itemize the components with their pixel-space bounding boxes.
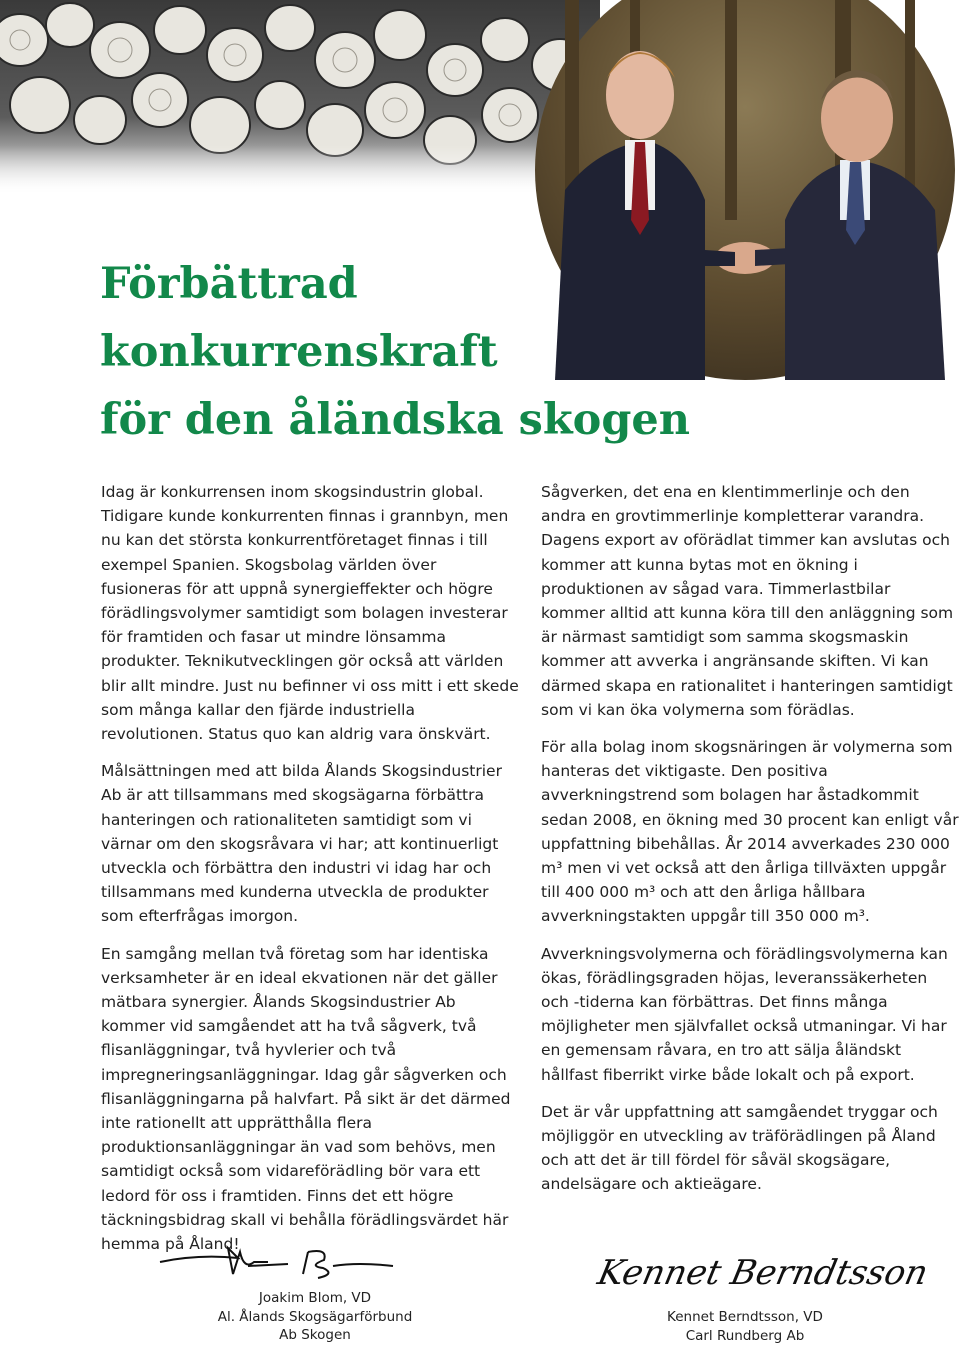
right-paragraph-2: För alla bolag inom skogsnäringen är volymerna som hanteras det viktigaste. Den positiva avverkningstrend som bolagen har åstadkommit sedan 2008, en ökning med 30 procent kan enligt vår uppfattning bibehållas. År 2014 avverkades 230 000 m³ men vi vet också att den årliga tillväxten uppgår till 400 000 m³ och att den årliga hållbara avverkningstakten uppgår till 350 000 m³.: [541, 735, 959, 929]
signer-left-org-1: Al. Ålands Skogsägarförbund: [190, 1308, 440, 1327]
log-pile-illustration: [0, 0, 600, 195]
title-line-2: konkurrenskraft: [100, 318, 690, 386]
log-pile-image: [0, 0, 600, 195]
page-title: [100, 250, 690, 454]
right-paragraph-3: Avverkningsvolymerna och förädlingsvolymerna kan ökas, förädlingsgraden höjas, leveranssäkerheten och -tiderna kan förbättras. Det finns många möjligheter men självfallet också utmaningar. Vi har en gemensam råvara, en tro att sälja åländskt hållfast fiberrikt virke både lokalt och på export.: [541, 942, 959, 1087]
signer-left-org-2: Ab Skogen: [190, 1326, 440, 1345]
right-paragraph-4: Det är vår uppfattning att samgåendet tryggar och möjliggör en utveckling av träförädlingen på Åland och att det är till fördel för såväl skogsägare, andelsägare och aktieägare.: [541, 1100, 959, 1197]
signer-right-org-1: Carl Rundberg Ab: [640, 1327, 850, 1345]
signature-right-handwriting: Kennet Berndtsson: [593, 1253, 931, 1293]
signature-right: [603, 1242, 863, 1301]
title-line-3: för den åländska skogen: [100, 386, 690, 454]
signature-right-drawing: [603, 1242, 863, 1297]
signature-right-caption: [640, 1308, 850, 1345]
title-line-1: Förbättrad: [100, 250, 690, 318]
left-column: [101, 480, 521, 1269]
signer-left-name: Joakim Blom, VD: [190, 1289, 440, 1308]
left-paragraph-1: Idag är konkurrensen inom skogsindustrin global. Tidigare kunde konkurrenten finnas i grannbyn, men nu kan det största konkurrentföretaget finnas i till exempel Spanien. Skogsbolag världen över fusioneras för att uppnå synergieffekter och högre förädlingsvolymer samtidigt som bolagen investerar för framtiden och fasar ut mindre lönsamma produkter. Teknikutvecklingen gör också att världen blir allt mindre. Just nu befinner vi oss mitt i ett skede som många kallar den fjärde industriella revolutionen. Status quo kan aldrig vara önskvärt.: [101, 480, 521, 746]
signature-left-drawing: [158, 1240, 398, 1285]
right-paragraph-1: Sågverken, det ena en klentimmerlinje och den andra en grovtimmerlinje kompletterar varandra. Dagens export av oförädlat timmer kan avslutas och kommer att kunna bytas mot en ökning i produktionen av sågad vara. Timmerlastbilar kommer alltid att kunna köra till den anläggning som är närmast samtidigt som samma skogsmaskin kommer att avverka i angränsande skiften. Vi kan därmed skapa en rationalitet i hanteringen samtidigt som vi kan öka volymerna som förädlas.: [541, 480, 959, 722]
right-column: [541, 480, 959, 1210]
left-paragraph-2: Målsättningen med att bilda Ålands Skogsindustrier Ab är att tillsammans med skogsägarna förbättra hanteringen och rationaliteten samtidigt som vi värnar om den skogsråvara vi har; att kontinuerligt utveckla och förbättra den industri vi idag har och tillsammans med kunderna utveckla de produkter som efterfrågas imorgon.: [101, 759, 521, 928]
signer-right-name: Kennet Berndtsson, VD: [640, 1308, 850, 1327]
left-paragraph-3: En samgång mellan två företag som har identiska verksamheter är en ideal ekvationen när det gäller mätbara synergier. Ålands Skogsindustrier Ab kommer vid samgåendet att ha två sågverk, två flisanläggningar, två hyvlerier och två impregneringsanläggningar. Idag går sågverken och flisanläggningarna på halvfart. På sikt är det därmed inte rationellt att upprätthålla flera produktionsanläggningar än vad som behövs, men samtidigt också som vidareförädling bör vara ett ledord för oss i framtiden. Finns det ett högre täckningsbidrag skall vi behålla förädlingsvärdet här hemma på Åland!: [101, 942, 521, 1257]
signature-left: [158, 1240, 398, 1289]
signature-left-caption: [190, 1289, 440, 1345]
